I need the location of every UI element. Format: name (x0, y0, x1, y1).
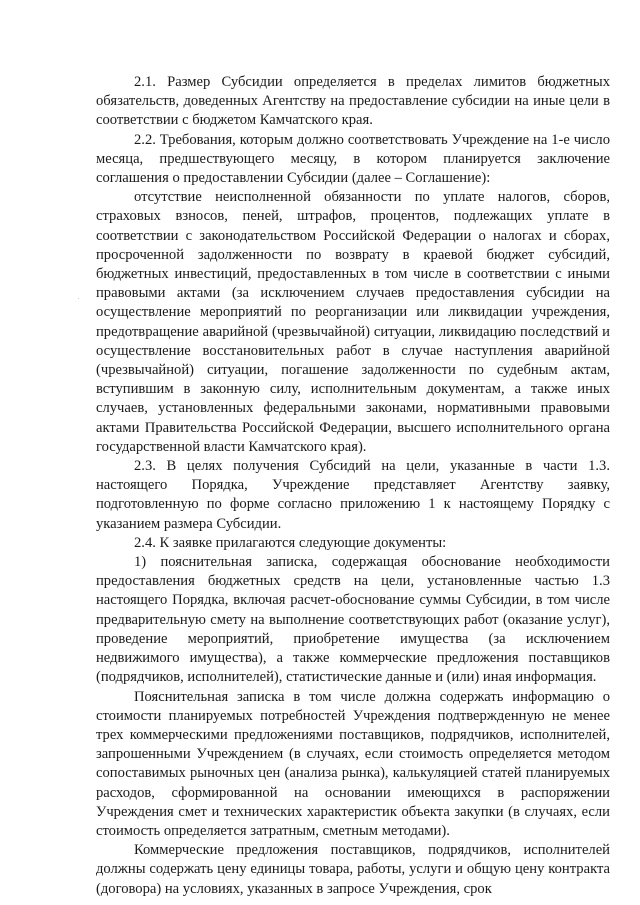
document-body (96, 73, 610, 899)
paragraph-explanatory-note: Пояснительная записка в том числе должна содержать информацию о стоимости планируемых потребностей Учреждения подтвержденную не менее трех коммерческими предложениями поставщиков, подрядчиков, исполнителей, запрошенными Учреждением (в случаях, если стоимость определяется методом сопоставимых рыночных цен (анализа рынка), калькуляцией статей планируемых расходов, сформированной на основании имеющихся в распоряжении Учреждения смет и технических характеристик объекта закупки (в случаях, если стоимость определяется затратным, сметным методами). (96, 688, 610, 839)
paragraph-list-item-1: 1) пояснительная записка, содержащая обоснование необходимости предоставления бюджетных средств на цели, установленные частью 1.3 настоящего Порядка, включая расчет-обоснование суммы Субсидии, в том числе предварительную смету на выполнение соответствующих работ (оказание услуг), проведение мероприятий, приобретение имущества (за исключением недвижимого имущества), а также коммерческие предложения поставщиков (подрядчиков, исполнителей), статистические данные и (или) иная информация. (96, 554, 610, 686)
paragraph-2-1: 2.1. Размер Субсидии определяется в пределах лимитов бюджетных обязательств, доведенных Агентству на предоставление субсидии на иные цели в соответствии с бюджетом Камчатского края. (96, 74, 610, 129)
margin-dot (78, 298, 79, 299)
paragraph-2-2: 2.2. Требования, которым должно соответствовать Учреждение на 1-е число месяца, предшествующего месяцу, в котором планируется заключение соглашения о предоставлении Субсидии (далее – Соглашение): (96, 131, 610, 187)
paragraph-requirement: отсутствие неисполненной обязанности по уплате налогов, сборов, страховых взносов, пеней, штрафов, процентов, подлежащих уплате в соответствии с законодательством Российской Федерации о налогах и сборах, просроченной задолженности по возврату в краевой бюджет субсидий, бюджетных инвестиций, предоставленных в том числе в соответствии с иными правовыми актами (за исключением случаев предоставления субсидии на осуществление мероприятий по реорганизации или ликвидации учреждения, предотвращение аварийной (чрезвычайной) ситуации, ликвидацию последствий и осуществление восстановительных работ в случае наступления аварийной (чрезвычайной) ситуации, погашение задолженности по судебным актам, вступившим в законную силу, исполнительным документам, а также иных случаев, установленных федеральными законами, нормативными правовыми актами Правительства Российской Федерации, высшего исполнительного органа государственной власти Камчатского края). (96, 189, 610, 455)
paragraph-commercial-offers: Коммерческие предложения поставщиков, подрядчиков, исполнителей должны содержать цену единицы товара, работы, услуги и общую цену контракта (договора) на условиях, указанных в запросе Учреждения, срок (96, 842, 610, 897)
paragraph-2-3: 2.3. В целях получения Субсидий на цели, указанные в части 1.3. настоящего Порядка, Учреждение представляет Агентству заявку, подготовленную по форме согласно приложению 1 к настоящему Порядку с указанием размера Субсидии. (96, 458, 610, 532)
paragraph-2-4: 2.4. К заявке прилагаются следующие документы: (134, 534, 447, 551)
